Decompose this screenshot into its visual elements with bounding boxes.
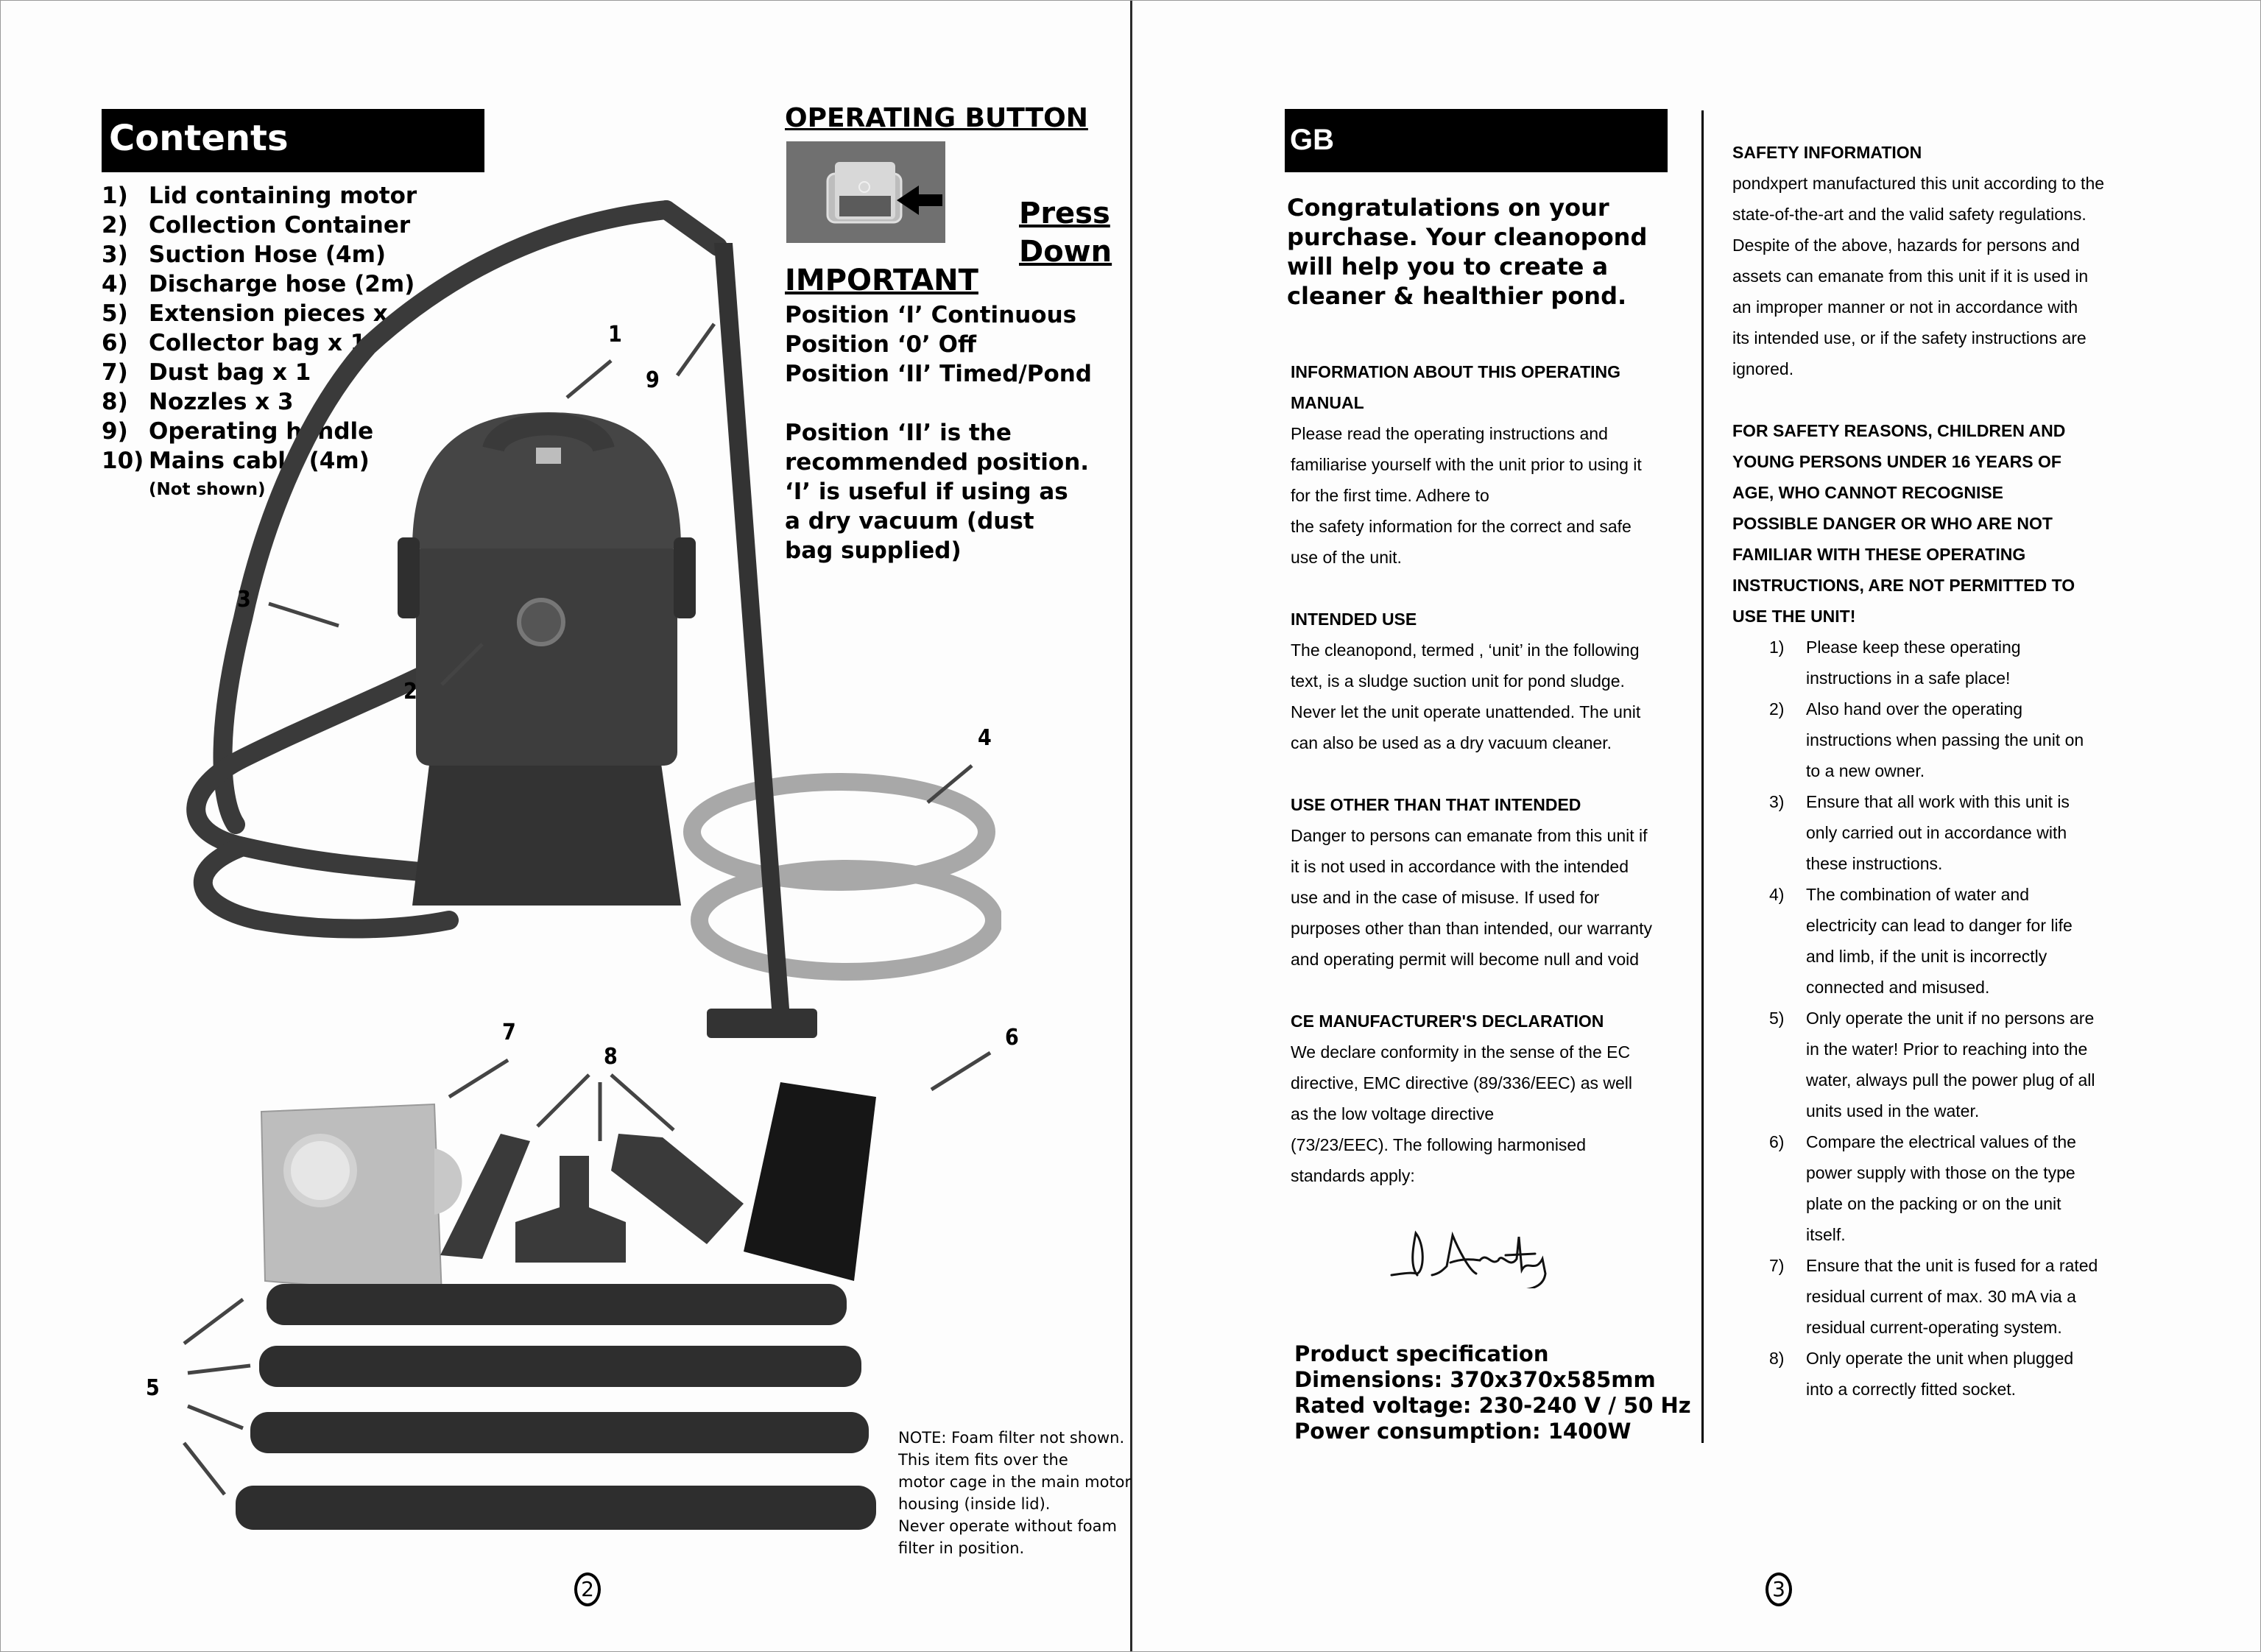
rule-line: electricity can lead to danger for life xyxy=(1806,916,2073,935)
contents-item-label: Collector bag x 1 xyxy=(149,330,367,356)
callout-5: 5 xyxy=(146,1375,160,1401)
rule-line: The combination of water and xyxy=(1806,885,2030,904)
rule-text xyxy=(1806,1126,2076,1250)
callout-3: 3 xyxy=(237,587,251,613)
body-line: The cleanopond, termed , ‘unit’ in the following xyxy=(1291,640,1640,660)
contents-item-label: Operating handle xyxy=(149,418,374,445)
spec-dimensions: Dimensions: 370x370x585mm xyxy=(1294,1367,1656,1392)
rule-line: Only operate the unit if no persons are xyxy=(1806,1009,2095,1028)
press-label: Press xyxy=(1019,197,1110,230)
body-line: familiarise yourself with the unit prior to using it xyxy=(1291,455,1642,474)
section-heading-safety-info: SAFETY INFORMATION xyxy=(1732,143,1922,162)
position-line: Position ‘I’ Continuous xyxy=(785,302,1077,328)
congratulations-text xyxy=(1287,193,1647,311)
body-line: Despite of the above, hazards for persons and xyxy=(1732,236,2080,255)
body-line: assets can emanate from this unit if it is used in xyxy=(1732,266,2089,286)
rule-text xyxy=(1806,879,2073,1003)
rule-line: Ensure that all work with this unit is xyxy=(1806,792,2070,811)
press-down-label xyxy=(1019,194,1112,271)
important-title: IMPORTANT xyxy=(785,264,978,297)
body-line: the safety information for the correct and safe xyxy=(1291,517,1632,536)
rule-line: power supply with those on the type xyxy=(1806,1163,2075,1182)
rule-number: 7) xyxy=(1769,1256,1785,1275)
body-line: and operating permit will become null and void xyxy=(1291,950,1640,969)
body-line: as the low voltage directive xyxy=(1291,1104,1495,1123)
callout-7: 7 xyxy=(502,1020,516,1045)
rule-number: 4) xyxy=(1769,885,1785,904)
dust-bag-illustration xyxy=(261,1104,462,1296)
contents-item-number: 9) xyxy=(102,418,128,445)
operating-button-title: OPERATING BUTTON xyxy=(785,103,1088,133)
safety-rule xyxy=(1732,786,2104,879)
warning-line: FAMILIAR WITH THESE OPERATING xyxy=(1732,545,2026,564)
callout-8: 8 xyxy=(604,1044,618,1070)
signature-image xyxy=(1388,1229,1557,1288)
contents-item-number: 2) xyxy=(102,212,128,239)
rule-line: connected and misused. xyxy=(1806,978,1990,997)
contents-item-label: Dust bag x 1 xyxy=(149,359,311,386)
warning-line: USE THE UNIT! xyxy=(1732,607,1856,626)
rule-line: Please keep these operating xyxy=(1806,638,2021,657)
warning-line: FOR SAFETY REASONS, CHILDREN AND xyxy=(1732,421,2066,440)
discharge-hose-illustration xyxy=(692,782,994,972)
safety-rule xyxy=(1732,879,2104,1003)
rule-line: instructions in a safe place! xyxy=(1806,668,2011,688)
page-number-left: 2 xyxy=(574,1572,601,1606)
recommendation-line: a dry vacuum (dust xyxy=(785,508,1034,534)
contents-title: Contents xyxy=(109,118,289,159)
body-line: pondxpert manufactured this unit according to the xyxy=(1732,174,2105,193)
spec-power: Power consumption: 1400W xyxy=(1294,1419,1632,1444)
spec-voltage: Rated voltage: 230-240 V / 50 Hz xyxy=(1294,1393,1691,1418)
note-line: housing (inside lid). xyxy=(898,1495,1051,1513)
vacuum-body-illustration xyxy=(398,412,696,906)
callout-9: 9 xyxy=(646,367,660,393)
column-divider xyxy=(1701,110,1704,1443)
section-heading-info-manual: INFORMATION ABOUT THIS OPERATING xyxy=(1291,362,1621,381)
body-line: purposes other than than intended, our warranty xyxy=(1291,919,1652,938)
contents-note: (Not shown) xyxy=(149,480,266,499)
body-line: it is not used in accordance with the intended xyxy=(1291,857,1629,876)
rule-number: 2) xyxy=(1769,699,1785,719)
right-column xyxy=(1732,137,2104,1405)
section-heading-intended-use: INTENDED USE xyxy=(1291,610,1417,629)
safety-rule xyxy=(1732,632,2104,693)
warning-line: INSTRUCTIONS, ARE NOT PERMITTED TO xyxy=(1732,576,2075,595)
safety-rules-list xyxy=(1732,632,2104,1405)
operating-handle-illustration xyxy=(707,243,817,1038)
rule-line: Ensure that the unit is fused for a rated xyxy=(1806,1256,2098,1275)
congrats-line: cleaner & healthier pond. xyxy=(1287,282,1627,310)
contents-item-number: 7) xyxy=(102,359,128,386)
product-specification xyxy=(1294,1341,1691,1444)
rule-text xyxy=(1806,1250,2098,1343)
body-line: an improper manner or not in accordance with xyxy=(1732,297,2078,317)
contents-item-label: Lid containing motor xyxy=(149,183,417,209)
contents-item-number: 8) xyxy=(102,389,128,415)
section-heading-ce-declaration: CE MANUFACTURER'S DECLARATION xyxy=(1291,1012,1604,1031)
congrats-line: will help you to create a xyxy=(1287,253,1609,280)
note-line: This item fits over the xyxy=(898,1451,1068,1469)
warning-line: YOUNG PERSONS UNDER 16 YEARS OF xyxy=(1732,452,2061,471)
rule-number: 6) xyxy=(1769,1132,1785,1151)
safety-rule xyxy=(1732,1126,2104,1250)
safety-rule xyxy=(1732,693,2104,786)
contents-item-label: Nozzles x 3 xyxy=(149,389,294,415)
note-line: motor cage in the main motor xyxy=(898,1473,1132,1491)
rule-line: these instructions. xyxy=(1806,854,1943,873)
rule-line: plate on the packing or on the unit xyxy=(1806,1194,2061,1213)
gb-title: GB xyxy=(1290,124,1334,156)
contents-item-number: 5) xyxy=(102,300,128,327)
contents-item-number: 6) xyxy=(102,330,128,356)
rule-number: 3) xyxy=(1769,792,1785,811)
rule-line: residual current of max. 30 mA via a xyxy=(1806,1287,2076,1306)
section-heading-other-use: USE OTHER THAN THAT INTENDED xyxy=(1291,795,1581,814)
contents-item-number: 4) xyxy=(102,271,128,297)
rule-line: Compare the electrical values of the xyxy=(1806,1132,2076,1151)
rule-text xyxy=(1806,1343,2073,1405)
safety-rule xyxy=(1732,1343,2104,1405)
rule-text xyxy=(1806,786,2070,879)
contents-item-label: Mains cable (4m) xyxy=(149,448,370,474)
congrats-line: purchase. Your cleanopond xyxy=(1287,223,1648,251)
rule-line: only carried out in accordance with xyxy=(1806,823,2067,842)
recommendation-line: bag supplied) xyxy=(785,537,962,564)
contents-item-number: 10) xyxy=(102,448,144,474)
position-line: Position ‘0’ Off xyxy=(785,331,977,358)
body-line: ignored. xyxy=(1732,359,1794,378)
callout-1: 1 xyxy=(608,322,622,347)
middle-column xyxy=(1291,356,1652,1191)
rule-line: residual current-operating system. xyxy=(1806,1318,2062,1337)
body-line: use and in the case of misuse. If used for xyxy=(1291,888,1600,907)
body-line: Never let the unit operate unattended. The unit xyxy=(1291,702,1641,721)
body-line: standards apply: xyxy=(1291,1166,1415,1185)
foam-filter-note xyxy=(898,1427,1131,1559)
rule-number: 5) xyxy=(1769,1009,1785,1028)
rule-text xyxy=(1806,693,2084,786)
rule-line: units used in the water. xyxy=(1806,1101,1980,1120)
position-line: Position ‘II’ Timed/Pond xyxy=(785,361,1093,387)
rule-line: and limb, if the unit is incorrectly xyxy=(1806,947,2047,966)
contents-item-label: Discharge hose (2m) xyxy=(149,271,415,297)
body-line: its intended use, or if the safety instructions are xyxy=(1732,328,2087,347)
note-line: NOTE: Foam filter not shown. xyxy=(898,1429,1125,1447)
body-line: use of the unit. xyxy=(1291,548,1402,567)
rule-line: instructions when passing the unit on xyxy=(1806,730,2084,749)
extension-pieces-illustration xyxy=(236,1284,876,1530)
warning-line: POSSIBLE DANGER OR WHO ARE NOT xyxy=(1732,514,2053,533)
rule-line: Also hand over the operating xyxy=(1806,699,2023,719)
contents-item-number: 1) xyxy=(102,183,128,209)
page-spine-divider xyxy=(1130,0,1132,1652)
recommendation-line: recommended position. xyxy=(785,449,1090,476)
callout-2: 2 xyxy=(403,679,417,705)
recommendation-line: Position ‘II’ is the xyxy=(785,420,1012,446)
rule-line: water, always pull the power plug of all xyxy=(1806,1070,2095,1090)
rule-line: Only operate the unit when plugged xyxy=(1806,1349,2074,1368)
body-line: We declare conformity in the sense of the EC xyxy=(1291,1042,1631,1062)
body-line: Please read the operating instructions and xyxy=(1291,424,1608,443)
body-line: text, is a sludge suction unit for pond sludge. xyxy=(1291,671,1625,691)
body-line: can also be used as a dry vacuum cleaner. xyxy=(1291,733,1612,752)
safety-rule xyxy=(1732,1003,2104,1126)
gb-header-bar xyxy=(1285,109,1668,172)
contents-item-label: Extension pieces x 4 xyxy=(149,300,412,327)
note-line: filter in position. xyxy=(898,1539,1025,1557)
congrats-line: Congratulations on your xyxy=(1287,194,1609,222)
product-illustration xyxy=(118,184,1001,1568)
body-line: (73/23/EEC). The following harmonised xyxy=(1291,1135,1587,1154)
recommendation-line: ‘I’ is useful if using as xyxy=(785,479,1068,505)
safety-rule xyxy=(1732,1250,2104,1343)
contents-item-label: Collection Container xyxy=(149,212,411,239)
contents-item-label: Suction Hose (4m) xyxy=(149,241,387,268)
body-line: Danger to persons can emanate from this unit if xyxy=(1291,826,1648,845)
rule-line: itself. xyxy=(1806,1225,1846,1244)
callout-6: 6 xyxy=(1005,1025,1019,1051)
down-label: Down xyxy=(1019,235,1112,269)
body-line: for the first time. Adhere to xyxy=(1291,486,1489,505)
section-heading-info-manual-2: MANUAL xyxy=(1291,393,1364,412)
body-line: state-of-the-art and the valid safety regulations. xyxy=(1732,205,2087,224)
page-number-right: 3 xyxy=(1766,1572,1792,1606)
nozzles-illustration xyxy=(440,1082,876,1281)
callout-4: 4 xyxy=(978,725,992,751)
rule-text xyxy=(1806,1003,2095,1126)
note-line: Never operate without foam xyxy=(898,1517,1117,1535)
rule-line: into a correctly fitted socket. xyxy=(1806,1380,2017,1399)
rule-line: in the water! Prior to reaching into the xyxy=(1806,1039,2088,1059)
rule-number: 8) xyxy=(1769,1349,1785,1368)
warning-line: AGE, WHO CANNOT RECOGNISE xyxy=(1732,483,2004,502)
rule-line: to a new owner. xyxy=(1806,761,1925,780)
spec-title: Product specification xyxy=(1294,1341,1549,1366)
body-line: directive, EMC directive (89/336/EEC) as well xyxy=(1291,1073,1632,1092)
contents-item-number: 3) xyxy=(102,241,128,268)
rule-text xyxy=(1806,632,2021,693)
rule-number: 1) xyxy=(1769,638,1785,657)
